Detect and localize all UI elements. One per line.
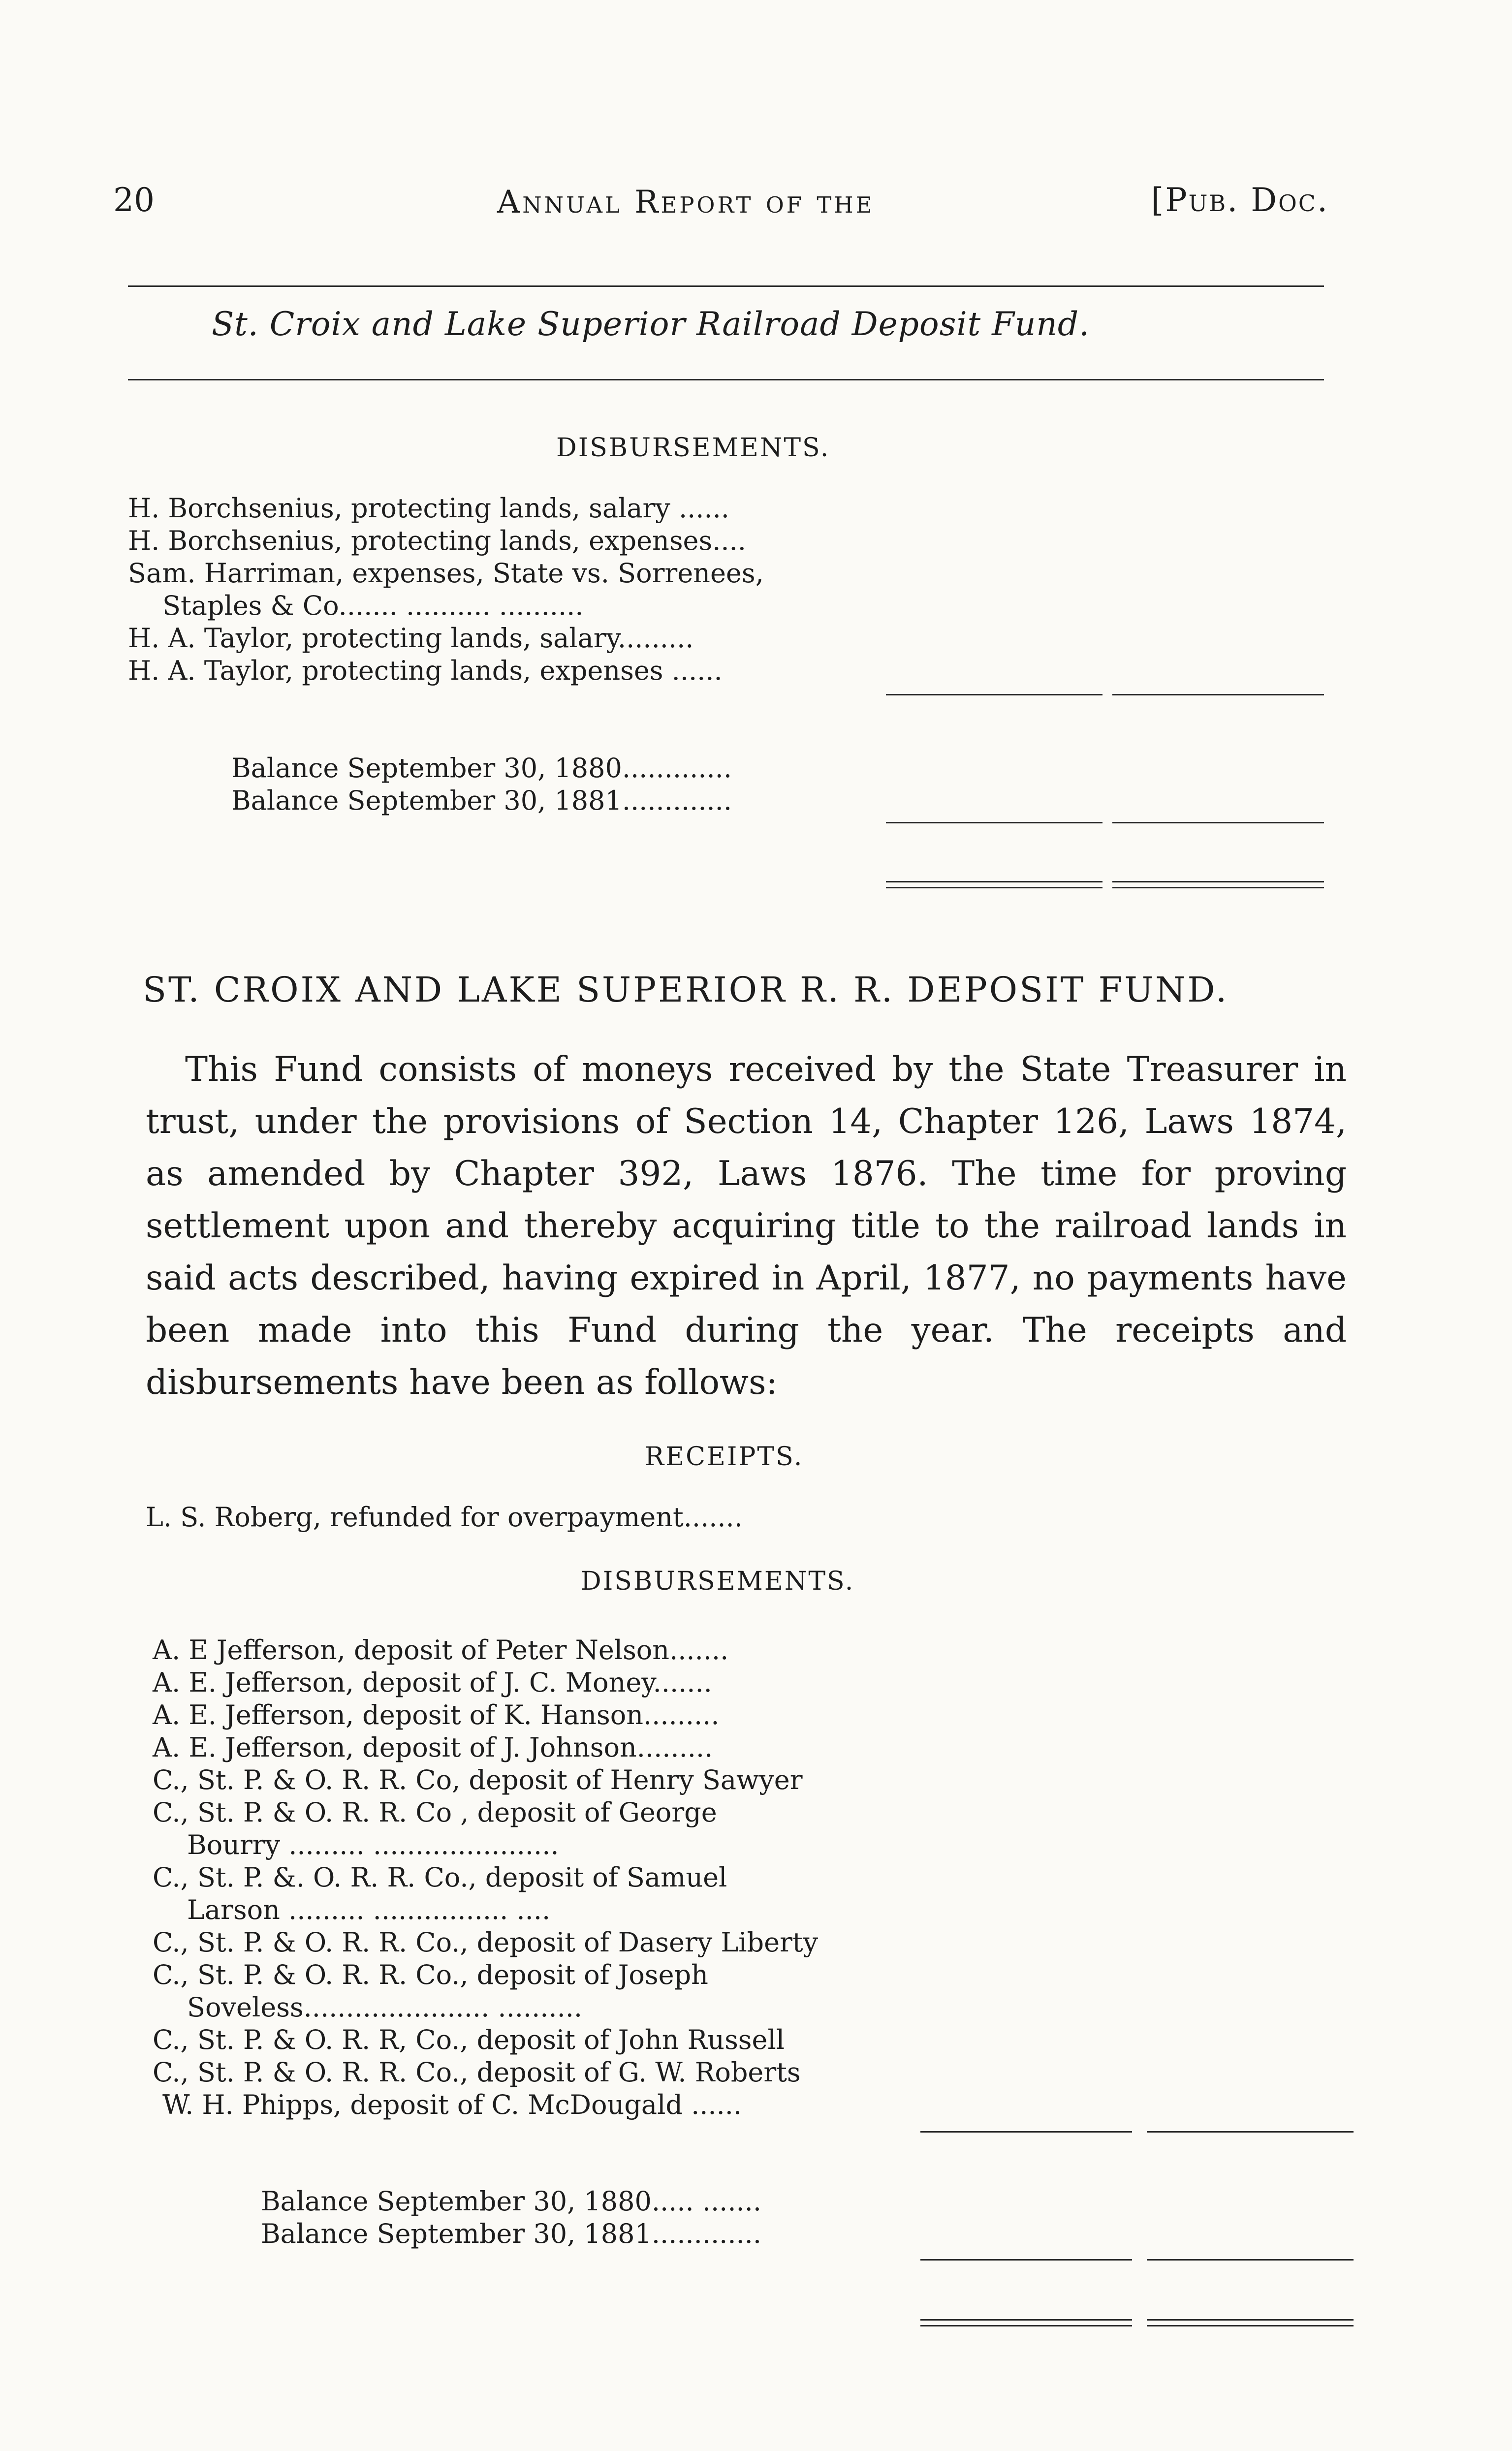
section2-disbursements-heading: DISBURSEMENTS. — [581, 1567, 855, 1596]
section-rule — [128, 379, 1324, 380]
section-italic-title: St. Croix and Lake Superior Railroad Deposit Fund. — [212, 305, 1090, 343]
balance-1880-label: Balance September 30, 1880..... ....... — [261, 2186, 761, 2217]
balance-1880-label: Balance September 30, 1880............. — [231, 753, 732, 784]
paragraph-text: This Fund consists of moneys received by the State Treasurer in trust, under the provisions of Section 14, Chapter 126, Laws 1874, as amended by Chapter 392, Laws 1876. The time for proving settlement upon and thereby acquiring title to the railroad lands in said acts described, having expired in April, 1877, no payments have been made into this Fund during the year. The receipts and disbursements have been as follows: — [146, 1050, 1347, 1402]
header-title: Annual Report of the — [497, 184, 875, 220]
total-rule-left — [886, 822, 1102, 823]
subtotal-rule-right — [1112, 694, 1324, 695]
ledger-entry: C., St. P. &. O. R. R. Co., deposit of Samuel — [153, 1862, 727, 1893]
ledger-entry: C., St. P. & O. R. R, Co., deposit of John Russell — [153, 2024, 785, 2055]
section2-heading: ST. CROIX AND LAKE SUPERIOR R. R. DEPOSIT FUND. — [143, 970, 1229, 1010]
ledger-entry: A. E. Jefferson, deposit of J. Johnson......... — [153, 1732, 713, 1763]
section2-paragraph — [146, 1043, 1347, 1409]
double-rule-left-b — [920, 2325, 1132, 2326]
total-rule-left — [920, 2259, 1132, 2261]
ledger-entry: H. A. Taylor, protecting lands, salary......... — [128, 623, 694, 654]
double-rule-left-a — [920, 2319, 1132, 2321]
ledger-entry: C., St. P. & O. R. R. Co., deposit of Dasery Liberty — [153, 1927, 819, 1958]
subtotal-rule-left — [886, 694, 1102, 695]
double-rule-right-b — [1147, 2325, 1354, 2326]
ledger-entry: H. Borchsenius, protecting lands, expenses.... — [128, 525, 746, 556]
ledger-entry: W. H. Phipps, deposit of C. McDougald ...... — [162, 2089, 742, 2120]
ledger-entry: C., St. P. & O. R. R. Co., deposit of Joseph — [153, 1959, 708, 1990]
ledger-entry: Sam. Harriman, expenses, State vs. Sorrenees, — [128, 558, 764, 589]
double-rule-left-a — [886, 881, 1102, 882]
ledger-entry: H. Borchsenius, protecting lands, salary ...... — [128, 493, 729, 524]
double-rule-right-a — [1147, 2319, 1354, 2321]
ledger-entry: Bourry ......... ...................... — [187, 1829, 559, 1860]
balance-1881-label: Balance September 30, 1881............. — [261, 2218, 761, 2249]
ledger-entry: Soveless...................... .......... — [187, 1992, 583, 2023]
total-rule-right — [1112, 822, 1324, 823]
ledger-entry: A. E. Jefferson, deposit of K. Hanson......... — [153, 1699, 720, 1730]
subtotal-rule-right — [1147, 2131, 1354, 2133]
ledger-entry: A. E Jefferson, deposit of Peter Nelson....... — [153, 1634, 729, 1665]
section2-receipts-heading: RECEIPTS. — [645, 1442, 804, 1472]
ledger-entry: C., St. P. & O. R. R. Co, deposit of Henry Sawyer — [153, 1764, 803, 1795]
double-rule-left-b — [886, 887, 1102, 888]
total-rule-right — [1147, 2259, 1354, 2261]
ledger-entry: C., St. P. & O. R. R. Co., deposit of G. W. Roberts — [153, 2057, 801, 2088]
double-rule-right-a — [1112, 881, 1324, 882]
ledger-entry: Larson ......... ................ .... — [187, 1894, 551, 1925]
ledger-entry: H. A. Taylor, protecting lands, expenses ...... — [128, 655, 723, 686]
header-doc-label: [Pub. Doc. — [1151, 181, 1329, 219]
header-rule — [128, 285, 1324, 287]
ledger-entry: C., St. P. & O. R. R. Co , deposit of George — [153, 1797, 717, 1828]
double-rule-right-b — [1112, 887, 1324, 888]
receipt-entry: L. S. Roberg, refunded for overpayment....... — [146, 1502, 743, 1533]
ledger-entry: Staples & Co....... .......... .......... — [162, 590, 584, 621]
subtotal-rule-left — [920, 2131, 1132, 2133]
ledger-entry: A. E. Jefferson, deposit of J. C. Money....... — [153, 1667, 712, 1698]
balance-1881-label: Balance September 30, 1881............. — [231, 785, 732, 816]
running-header — [113, 177, 1329, 231]
section1-disbursements-heading: DISBURSEMENTS. — [556, 433, 830, 463]
page-number: 20 — [113, 181, 155, 219]
